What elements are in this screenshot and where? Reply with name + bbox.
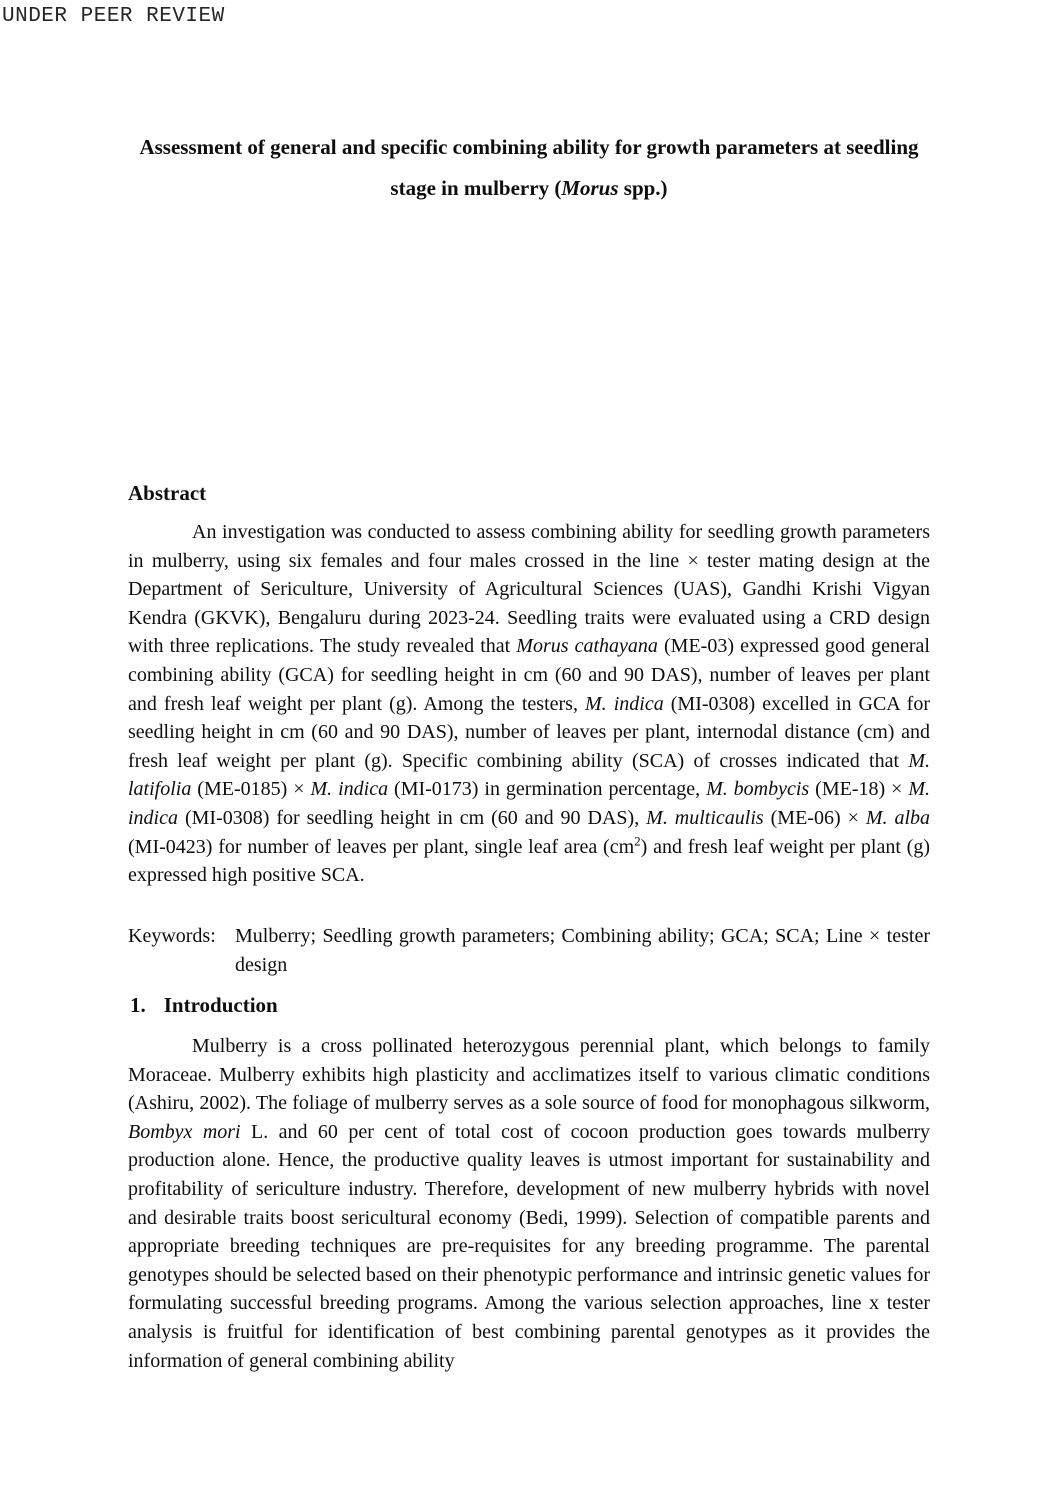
abstract-paragraph: An investigation was conducted to assess combining ability for seedling growth parameters in mulberry, using six females and four males crossed in the line × tester mating design at the Department of Sericulture, University of Agricultural Sciences (UAS), Gandhi Krishi Vigyan Kendra (GKVK), Bengaluru during 2023-24. Seedling traits were evaluated using a CRD design with three replications. The study revealed that Morus cathayana (ME-03) expressed good general combining ability (GCA) for seedling height in cm (60 and 90 DAS), number of leaves per plant and fresh leaf weight per plant (g). Among the testers, M. indica (MI-0308) excelled in GCA for seedling height in cm (60 and 90 DAS), number of leaves per plant, internodal distance (cm) and fresh leaf weight per plant (g). Specific combining ability (SCA) of crosses indicated that M. latifolia (ME-0185) × M. indica (MI-0173) in germination percentage, M. bombycis (ME-18) × M. indica (MI-0308) for seedling height in cm (60 and 90 DAS), M. multicaulis (ME-06) × M. alba (MI-0423) for number of leaves per plant, single leaf area $(cm^2)$ and fresh leaf weight per plant (g) expressed high positive SCA.: [128, 521, 931, 887]
introduction-paragraph: Mulberry is a cross pollinated heterozygous perennial plant, which belongs to family Moraceae. Mulberry exhibits high plasticity and acclimatizes itself to various climatic conditions (Ashiru, 2002). The foliage of mulberry serves as a sole source of food for monophagous silkworm, Bombyx mori L. and 60 per cent of total cost of cocoon production goes towards mulberry production alone. Hence, the productive quality leaves is utmost important for sustainability and profitability of sericulture industry. Therefore, development of new mulberry hybrids with novel and desirable traits boost sericultural economy (Bedi, 1999). Selection of compatible parents and appropriate breeding techniques are pre-requisites for any breeding programme. The parental genotypes should be selected based on their phenotypic performance and intrinsic genetic values for formulating successful breeding programs. Among the various selection approaches, line x tester analysis is fruitful for identification of best combining parental genotypes as it provides the information of general combining ability: [128, 1035, 930, 1372]
paper-title-line-1: Assessment of general and specific combining ability for growth parameters at seedling: [139, 135, 919, 159]
abstract-heading: Abstract: [128, 481, 207, 505]
introduction-title: Introduction: [163, 993, 278, 1017]
introduction-heading: [130, 993, 278, 1017]
paper-title: [0, 127, 1058, 209]
paper-title-line-2: stage in mulberry (Morus spp.): [390, 176, 668, 200]
peer-review-watermark: UNDER PEER REVIEW: [2, 5, 225, 28]
keywords-label: Keywords:: [128, 925, 216, 947]
keywords-block: [128, 922, 930, 979]
introduction-number: 1.: [130, 993, 146, 1017]
keywords-text: Mulberry; Seedling growth parameters; Combining ability; GCA; SCA; Line × tester design: [235, 925, 930, 976]
